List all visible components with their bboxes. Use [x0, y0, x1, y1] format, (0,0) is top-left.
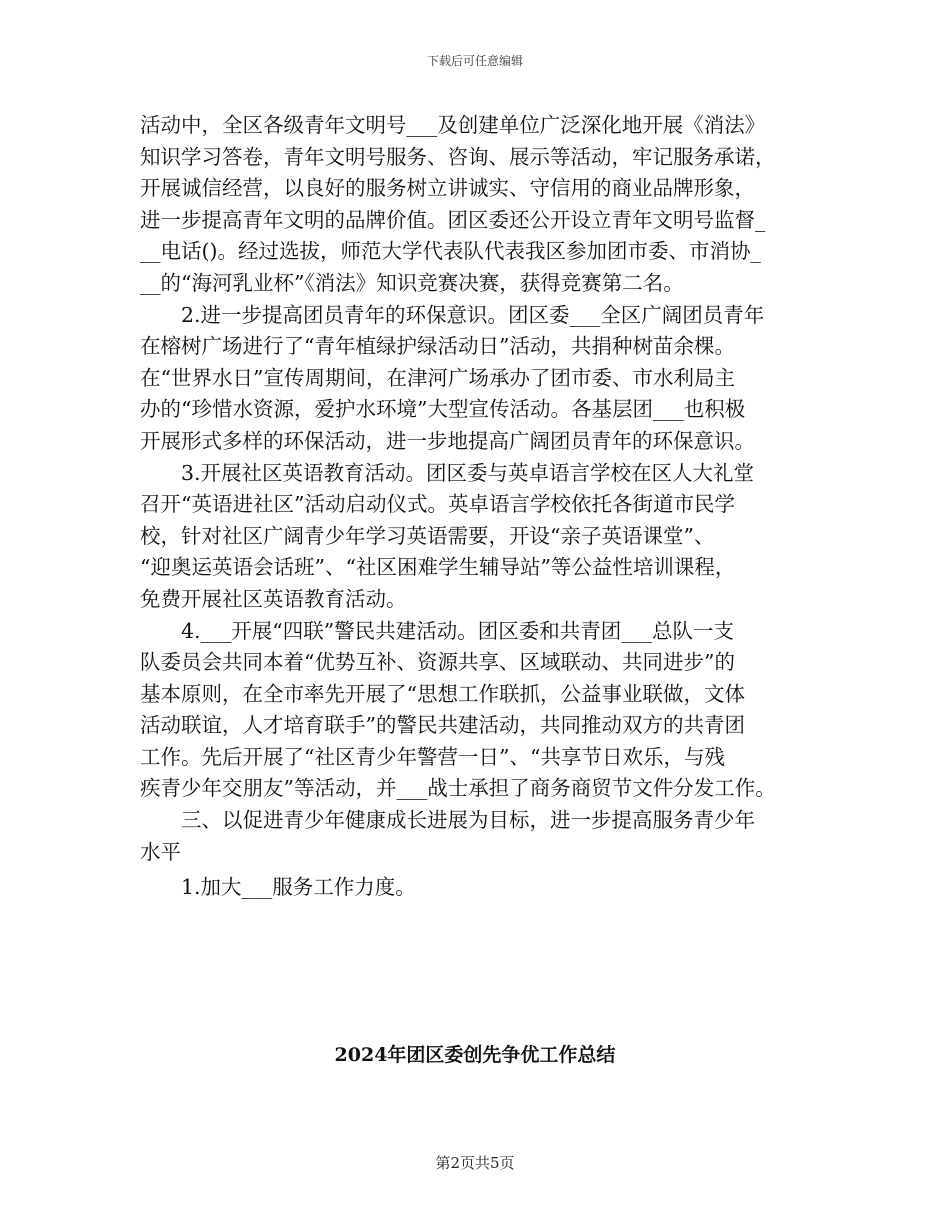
text-line: 2.进一步提高团员青年的环保意识。团区委___全区广阔团员青年: [181, 302, 765, 327]
page-footer: 第2页共5页: [435, 1154, 515, 1172]
text-line: 4.___开展“四联”警民共建活动。团区委和共青团___总队一支: [181, 618, 735, 643]
section-heading-three: [140, 805, 818, 868]
document-body: [140, 110, 818, 904]
text-line: 办的“珍惜水资源，爱护水环境”大型宣传活动。各基层团___也积极: [140, 397, 746, 422]
text-line: 在“世界水日”宣传周期间，在津河广场承办了团市委、市水利局主: [140, 365, 735, 390]
text-line: 活动联谊，人才培育联手”的警民共建活动，共同推动双方的共青团: [140, 713, 745, 738]
paragraph-english-education: [140, 458, 818, 616]
text-line: 3.开展社区英语教育活动。团区委与英卓语言学校在区人大礼堂: [181, 460, 755, 485]
text-line: 开展诚信经营，以良好的服务树立讲诚实、守信用的商业品牌形象，: [140, 176, 755, 201]
text-line: 三、以促进青少年健康成长进展为目标，进一步提高服务青少年: [181, 808, 755, 833]
text-line: 进一步提高青年文明的品牌价值。团区委还公开设立青年文明号监督_: [140, 207, 766, 232]
text-line: 队委员会共同本着“优势互补、资源共享、区域联动、共同进步”的: [140, 650, 735, 675]
text-line: __电话()。经过选拔，师范大学代表队代表我区参加团市委、市消协_: [140, 239, 761, 264]
text-line: 在榕树广场进行了“青年植绿护绿活动日”活动，共捐种树苗余棵。: [140, 334, 735, 359]
text-line: 开展形式多样的环保活动，进一步地提高广阔团员青年的环保意识。: [140, 428, 755, 453]
text-line: 免费开展社区英语教育活动。: [140, 586, 407, 611]
paragraph-service-effort: [140, 872, 818, 904]
text-line: 水平: [140, 839, 181, 864]
text-line: 疾青少年交朋友”等活动，并___战士承担了商务商贸节文件分发工作。: [140, 776, 776, 801]
text-line: 基本原则，在全市率先开展了“思想工作联抓，公益事业联做，文体: [140, 681, 745, 706]
paragraph-consumer-law: [140, 110, 818, 300]
text-line: __的“海河乳业杯”《消法》知识竞赛决赛，获得竞赛第二名。: [140, 270, 684, 295]
header-note: 下载后可任意编辑: [426, 54, 523, 68]
text-line: 工作。先后开展了“社区青少年警营一日”、“共享节日欢乐，与残: [140, 744, 725, 769]
text-line: 活动中，全区各级青年文明号___及创建单位广泛深化地开展《消法》: [140, 113, 766, 137]
document-title: 2024年团区委创先争优工作总结: [334, 1044, 616, 1066]
paragraph-environment: [140, 300, 818, 458]
text-line: “迎奥运英语会话班”、“社区困难学生辅导站”等公益性培训课程，: [140, 555, 736, 580]
paragraph-police-civilian: [140, 616, 818, 806]
text-line: 知识学习答卷，青年文明号服务、咨询、展示等活动，牢记服务承诺，: [140, 144, 776, 169]
text-line: 1.加大___服务工作力度。: [181, 875, 416, 900]
text-line: 校，针对社区广阔青少年学习英语需要，开设“亲子英语课堂”、: [140, 523, 715, 548]
text-line: 召开“英语进社区”活动启动仪式。英卓语言学校依托各街道市民学: [140, 492, 735, 517]
